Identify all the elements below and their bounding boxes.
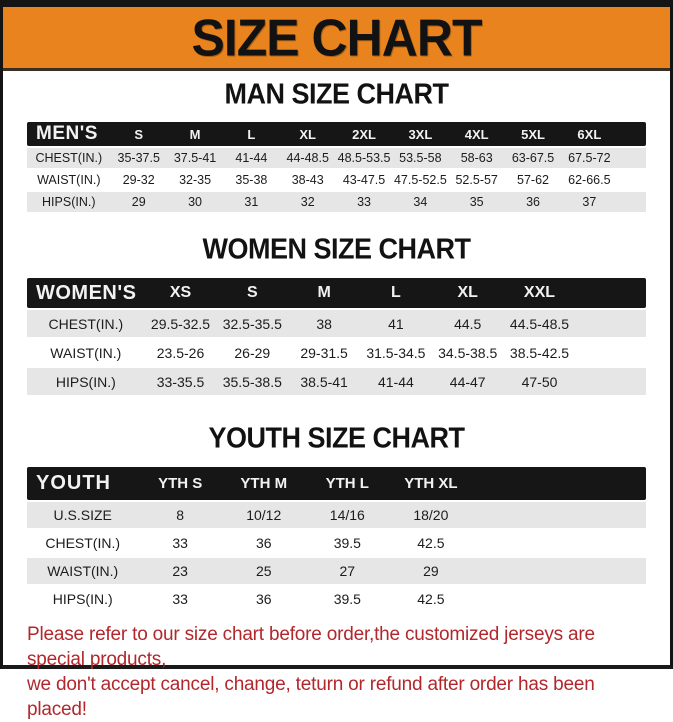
value-cell: 29-31.5 [300,344,348,361]
value-cell: 34 [413,195,428,209]
value-cell: 29.5-32.5 [150,315,211,332]
filler-cell [618,170,646,190]
women-chest-row [27,310,646,337]
row-label-cell: WAIST(IN.) [37,173,101,187]
value-cell: 44.5 [454,315,482,332]
value-cell: 26-29 [234,344,271,361]
value-cell: 42.5 [417,535,445,551]
value-cell: 63-67.5 [511,151,555,165]
value-cell: 29-32 [122,173,155,187]
value-cell: 67.5-72 [568,151,611,165]
value-cell: 33 [172,535,188,551]
men-size-table [27,120,646,214]
women-hips-row [27,368,646,395]
row-label-cell: CHEST(IN.) [45,535,121,551]
value-cell: 39.5 [333,535,361,551]
youth-hips-row [27,586,646,612]
value-cell: 14/16 [329,507,365,523]
header-cell: XS [169,284,192,301]
header-cell: L [391,284,401,301]
header-cell: 3XL [408,126,433,142]
women-header-row [27,278,646,308]
order-notice [27,622,646,722]
value-cell: 44-47 [449,373,486,390]
value-cell: 47.5-52.5 [393,173,447,187]
value-cell: 44-48.5 [286,151,329,165]
header-cell: 5XL [521,126,545,142]
value-cell: 58-63 [460,151,493,165]
value-cell: 33 [357,195,371,209]
value-cell: 36 [255,535,272,551]
value-cell: 33-35.5 [156,373,205,390]
youth-section-title: YOUTH SIZE CHART [208,422,465,454]
value-cell: 42.5 [417,591,445,607]
header-cell: 6XL [577,126,602,142]
header-cell: YTH S [158,475,203,492]
value-cell: 37 [582,195,597,209]
header-cell: S [134,126,144,142]
value-cell: 34.5-38.5 [438,344,498,361]
value-cell: 30 [188,195,202,209]
youth-size-table [27,465,646,614]
man-section-title: MAN SIZE CHART [224,78,449,110]
value-cell: 38 [316,315,332,332]
row-label-cell: WAIST(IN.) [50,344,122,361]
value-cell: 39.5 [333,591,361,607]
notice-line-2: we don't accept cancel, change, teturn or refund after order has been placed! [27,674,595,720]
value-cell: 32 [300,195,315,209]
youth-corner-cell: YOUTH [36,472,111,494]
row-label-cell: HIPS(IN.) [42,195,96,209]
value-cell: 57-62 [517,173,550,187]
row-label-cell: U.S.SIZE [53,507,112,523]
value-cell: 23 [172,563,188,579]
value-cell: 32.5-35.5 [222,315,282,332]
value-cell: 41 [388,315,404,332]
value-cell: 29 [131,195,146,209]
filler-cell [473,530,646,556]
women-section-title: WOMEN SIZE CHART [202,233,471,265]
value-cell: 31.5-34.5 [366,344,426,361]
value-cell: 10/12 [246,507,282,523]
filler-cell [618,192,646,212]
value-cell: 32-35 [179,173,212,187]
header-cell: YTH L [325,475,369,492]
filler-cell [473,502,646,528]
men-header-row [27,122,646,146]
value-cell: 31 [244,195,259,209]
value-cell: 48.5-53.5 [337,151,391,165]
header-cell: YTH XL [404,475,458,492]
header-filler-cell [473,467,646,500]
value-cell: 41-44 [235,151,268,165]
header-cell: M [317,284,331,301]
filler-cell [575,368,646,395]
header-cell: L [247,126,256,142]
value-cell: 36 [255,591,272,607]
content-area [3,79,670,722]
filler-cell [575,310,646,337]
header-filler-cell [575,278,646,308]
row-label-cell: HIPS(IN.) [52,591,113,607]
header-filler-cell [618,122,646,146]
value-cell: 27 [339,563,356,579]
value-cell: 52.5-57 [455,173,498,187]
value-cell: 47-50 [521,373,558,390]
size-chart-banner [3,7,670,71]
value-cell: 35-38 [235,173,268,187]
value-cell: 41-44 [377,373,414,390]
value-cell: 62-66.5 [568,173,611,187]
header-cell: M [189,126,201,142]
value-cell: 8 [176,507,185,523]
value-cell: 43-47.5 [342,173,386,187]
filler-cell [473,586,646,612]
value-cell: 37.5-41 [173,151,217,165]
value-cell: 44.5-48.5 [509,315,570,332]
value-cell: 38-43 [291,173,324,187]
header-cell: YTH M [240,475,288,492]
filler-cell [618,148,646,168]
men-chest-row [27,148,646,168]
value-cell: 33 [172,591,188,607]
value-cell: 38.5-41 [300,373,348,390]
youth-waist-row [27,558,646,584]
men-corner-cell: MEN'S [36,123,98,144]
header-cell: 4XL [464,126,489,142]
row-label-cell: CHEST(IN.) [35,151,103,165]
value-cell: 53.5-58 [399,151,442,165]
header-cell: XL [299,126,317,142]
women-waist-row [27,339,646,366]
value-cell: 36 [526,195,540,209]
men-hips-row [27,192,646,212]
value-cell: 29 [423,563,439,579]
row-label-cell: WAIST(IN.) [47,563,119,579]
header-cell: XXL [523,284,556,301]
youth-chest-row [27,530,646,556]
value-cell: 38.5-42.5 [509,344,570,361]
youth-header-row [27,467,646,500]
men-waist-row [27,170,646,190]
women-size-table [27,276,646,397]
value-cell: 35-37.5 [117,151,160,165]
header-cell: 2XL [352,126,376,142]
header-cell: XL [457,284,478,301]
top-black-strip [3,0,670,7]
row-label-cell: CHEST(IN.) [48,315,124,332]
notice-line-1: Please refer to our size chart before order,the customized jerseys are special products, [27,624,595,670]
women-corner-cell: WOMEN'S [36,281,137,304]
value-cell: 23.5-26 [156,344,205,361]
header-cell: S [246,284,258,301]
youth-ussize-row [27,502,646,528]
banner-title: SIZE CHART [191,8,482,67]
filler-cell [575,339,646,366]
value-cell: 35.5-38.5 [222,373,282,390]
row-label-cell: HIPS(IN.) [55,373,116,390]
value-cell: 35 [469,195,484,209]
value-cell: 18/20 [413,507,449,523]
value-cell: 25 [255,563,272,579]
filler-cell [473,558,646,584]
